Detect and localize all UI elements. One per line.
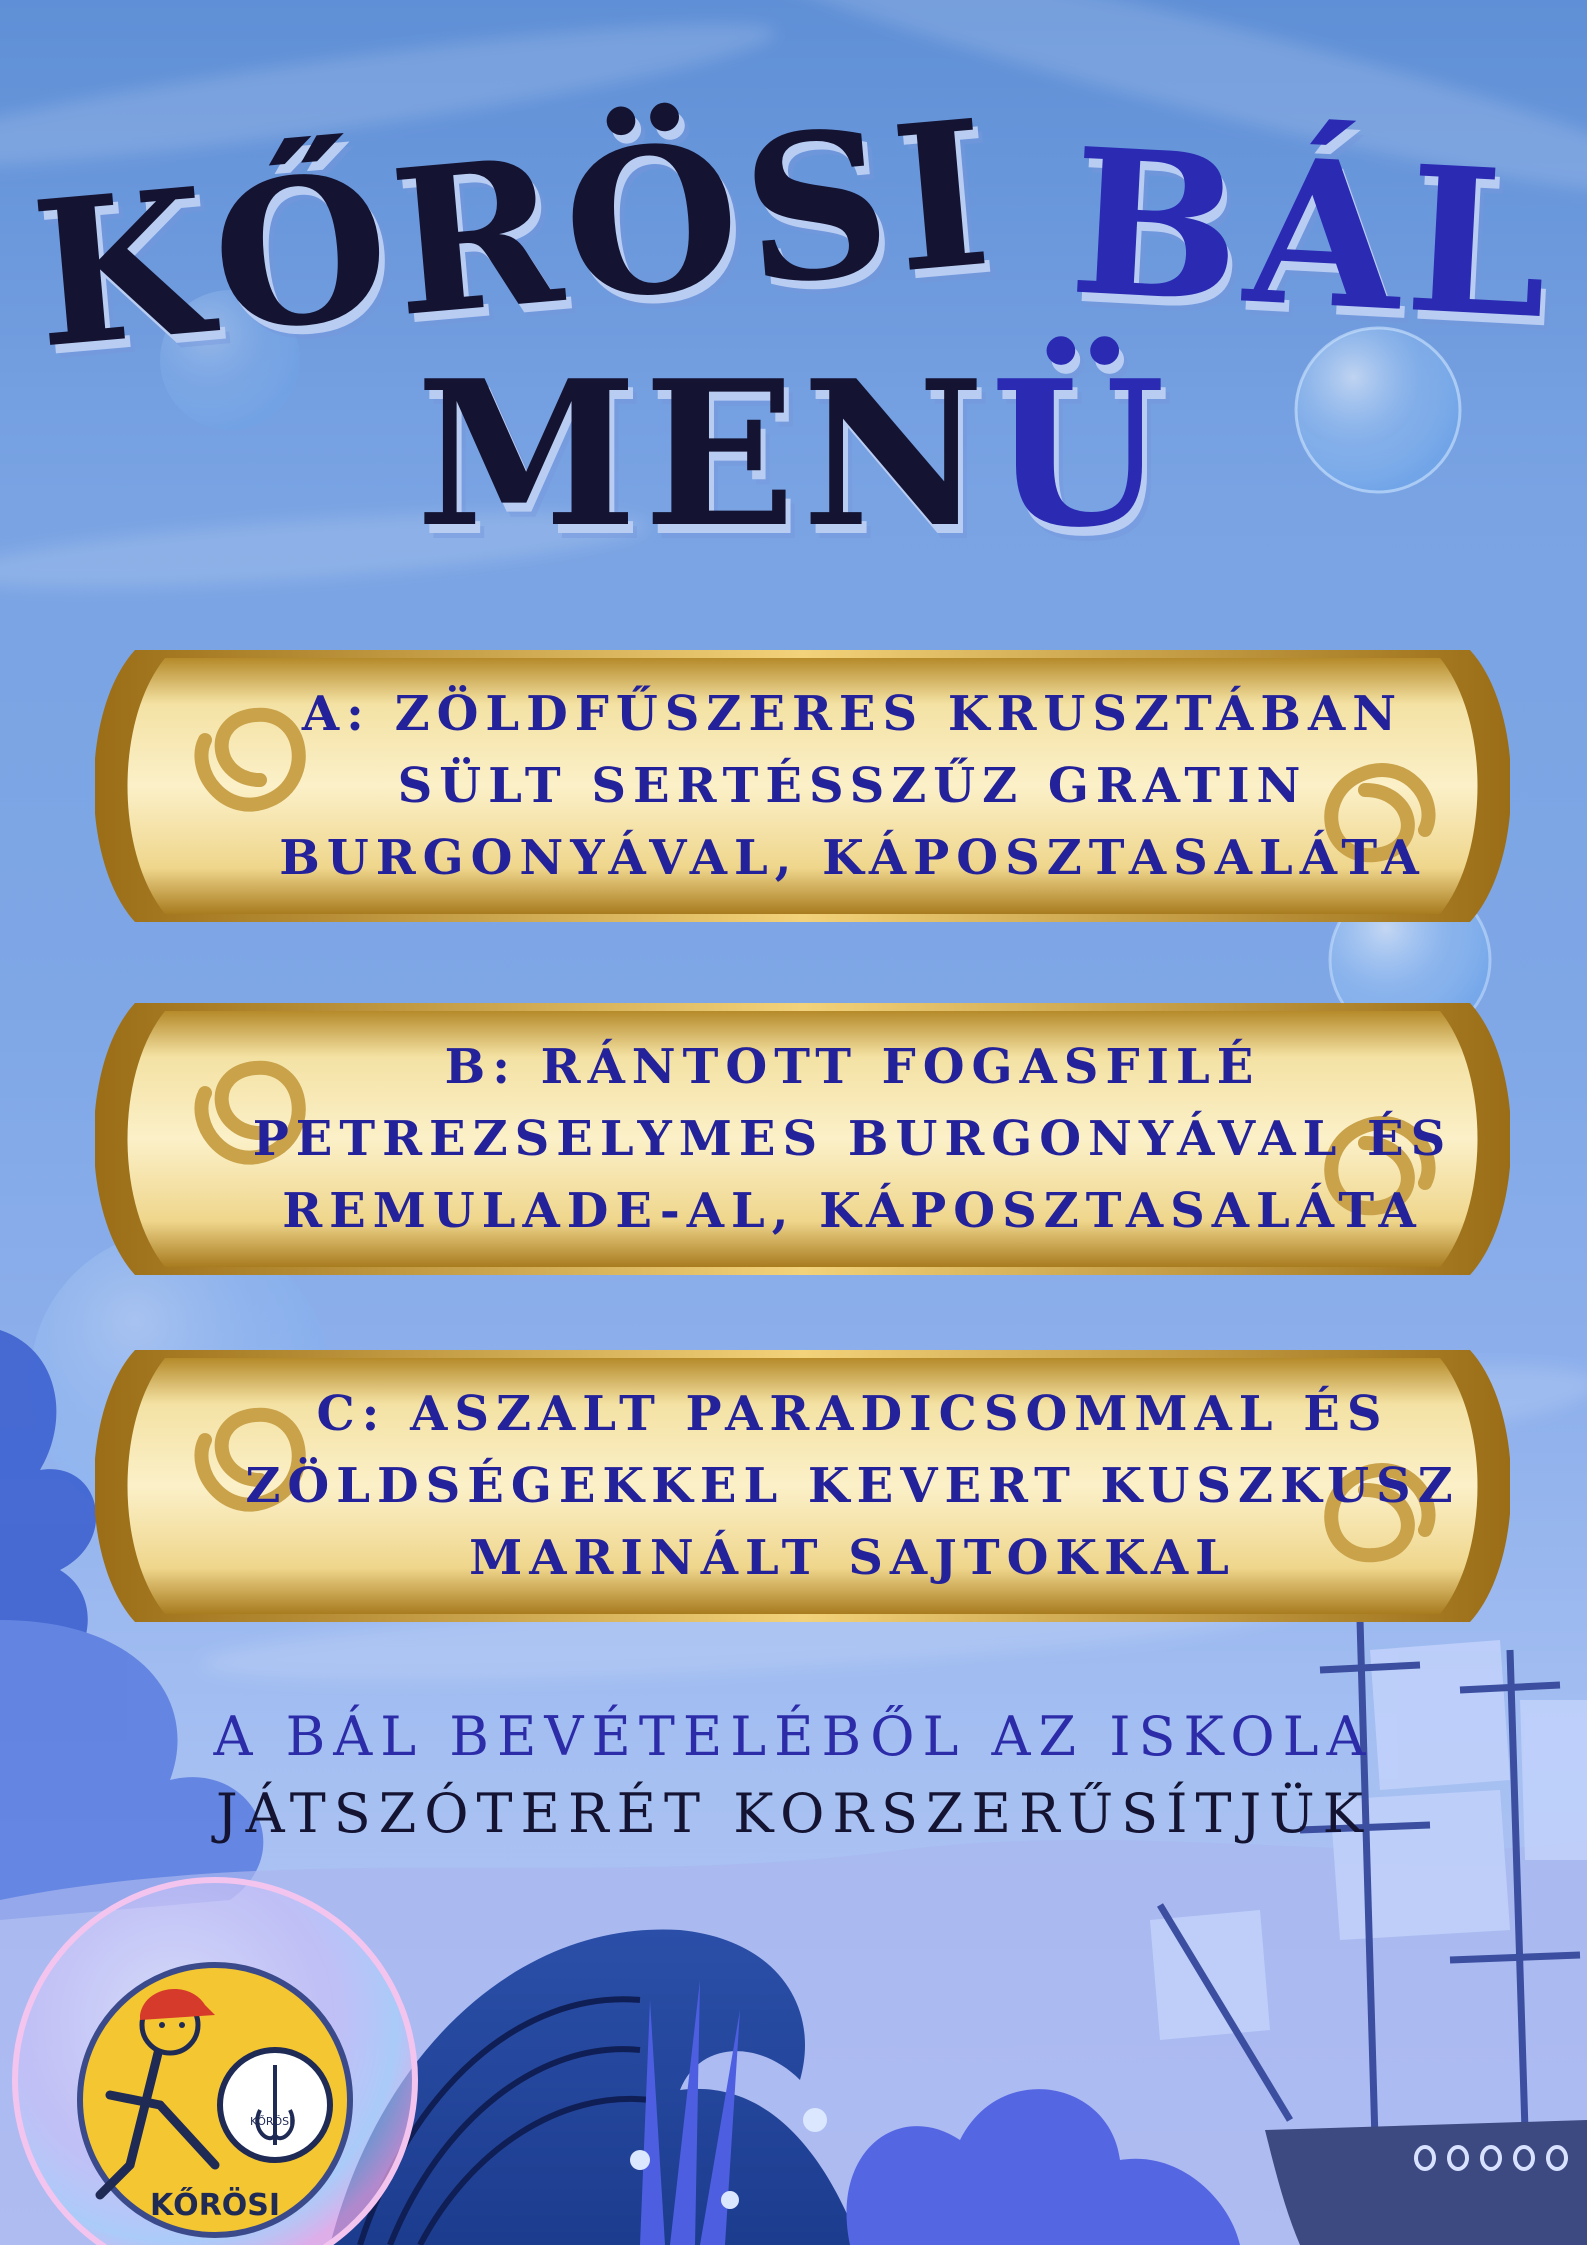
menu-line: REMULADE-AL, KÁPOSZTASALÁTA <box>282 1183 1423 1239</box>
menu-line: SÜLT SERTÉSSZŰZ GRATIN <box>397 758 1308 814</box>
menu-item-b <box>95 1003 1510 1275</box>
menu-line: MARINÁLT SAJTOKKAL <box>469 1530 1236 1586</box>
poster-title-line-2 <box>0 337 1587 572</box>
footer-line-1: A BÁL BEVÉTELÉBŐL AZ ISKOLA <box>213 1705 1374 1768</box>
menu-line: PETREZSELYMES BURGONYÁVAL ÉS <box>252 1111 1453 1167</box>
title-word-men: MEN <box>415 337 991 572</box>
logo-small-text: KŐRÖSI <box>250 2115 293 2128</box>
menu-line: B: RÁNTOTT FOGASFILÉ <box>444 1039 1261 1095</box>
title-word-korosi: KŐRÖSI <box>24 75 1004 394</box>
school-logo <box>10 1865 440 2245</box>
menu-item-text <box>245 1350 1460 1622</box>
menu-item-a <box>95 650 1510 922</box>
menu-line: ZÖLDSÉGEKKEL KEVERT KUSZKUSZ <box>245 1458 1460 1514</box>
menu-line: BURGONYÁVAL, KÁPOSZTASALÁTA <box>279 830 1426 886</box>
menu-line: A: ZÖLDFŰSZERES KRUSZTÁBAN <box>301 686 1404 742</box>
poster-title-line-1 <box>0 75 1587 394</box>
menu-item-text <box>252 1003 1453 1275</box>
title-word-bal: BÁL <box>1065 104 1560 365</box>
logo-name: KŐRÖSI <box>149 2188 281 2223</box>
title-letter-u: Ü <box>990 337 1172 572</box>
menu-item-text <box>275 650 1430 922</box>
ship-hull-icon <box>1265 2120 1587 2245</box>
footer-line-2: JÁTSZÓTERÉT KORSZERŰSÍTJÜK <box>216 1782 1371 1845</box>
menu-item-c <box>95 1350 1510 1622</box>
menu-line: C: ASZALT PARADICSOMMAL ÉS <box>316 1386 1389 1442</box>
